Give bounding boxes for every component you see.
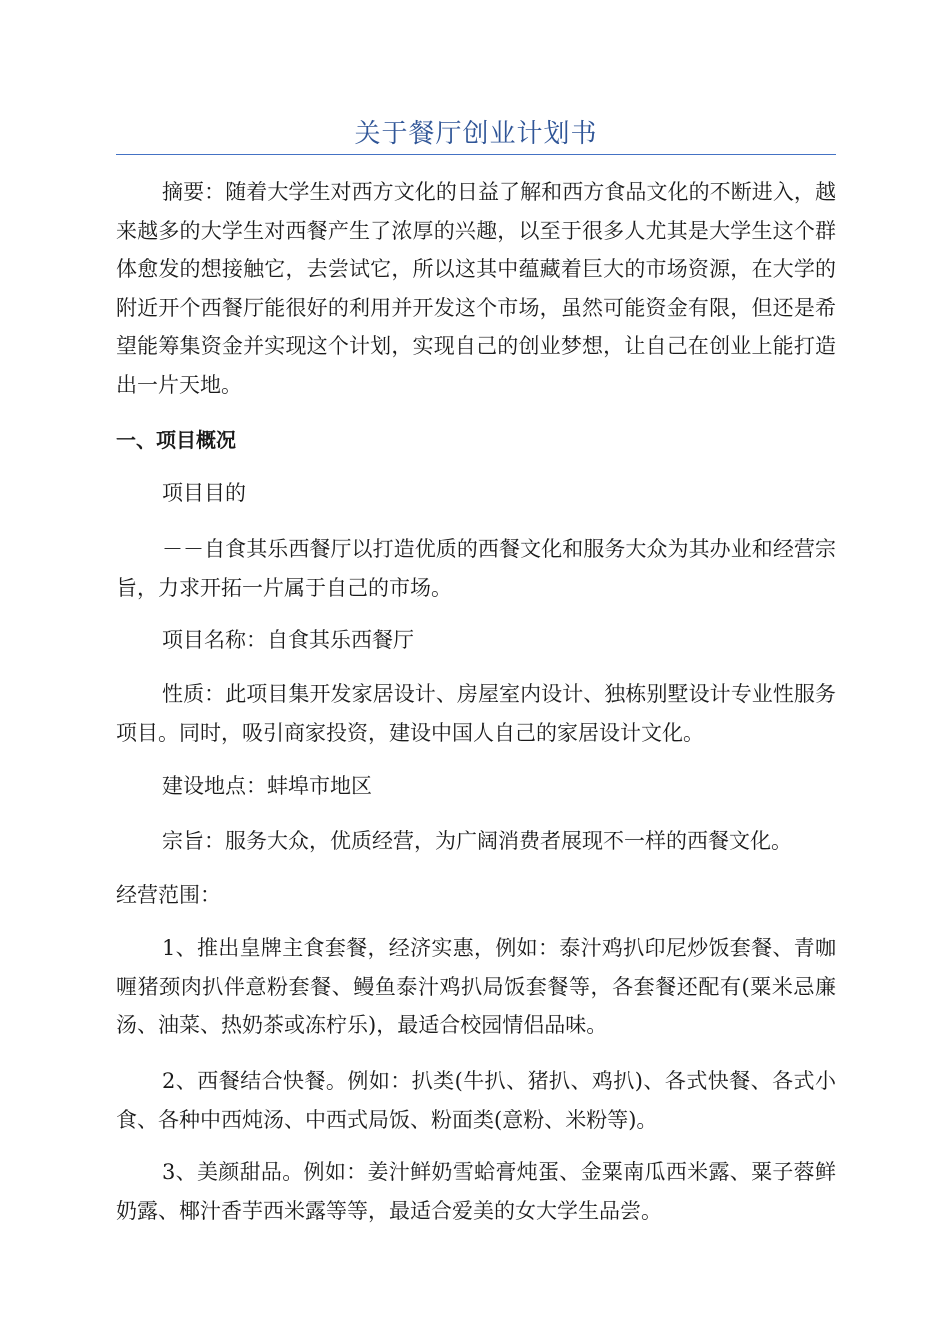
project-name: 项目名称：自食其乐西餐厅: [162, 628, 414, 652]
business-scope-label: 经营范围：: [116, 883, 221, 907]
project-nature: 性质：此项目集开发家居设计、房屋室内设计、独栋别墅设计专业性服务项目。同时，吸引商家投资，建设中国人自己的家居设计文化。: [116, 682, 836, 745]
project-location: 建设地点：蚌埠市地区: [162, 774, 372, 798]
project-purpose-text: －－自食其乐西餐厅以打造优质的西餐文化和服务大众为其办业和经营宗旨，力求开拓一片属于自己的市场。: [116, 537, 836, 600]
project-purpose-label: 项目目的: [162, 481, 246, 505]
scope-item-3: 3、美颜甜品。例如：姜汁鲜奶雪蛤膏炖蛋、金粟南瓜西米露、粟子蓉鲜奶露、椰汁香芋西米露等等，最适合爱美的女大学生品尝。: [116, 1160, 836, 1223]
scope-item-2: 2、西餐结合快餐。例如：扒类(牛扒、猪扒、鸡扒)、各式快餐、各式小食、各种中西炖汤、中西式局饭、粉面类(意粉、米粉等)。: [116, 1069, 836, 1132]
section-heading-project-overview: 一、项目概况: [116, 428, 236, 452]
scope-item-1: 1、推出皇牌主食套餐，经济实惠，例如：泰汁鸡扒印尼炒饭套餐、青咖喱猪颈肉扒伴意粉套餐、鳗鱼泰汁鸡扒局饭套餐等，各套餐还配有(粟米忌廉汤、油菜、热奶茶或冻柠乐)，最适合校园情侣品味。: [116, 936, 836, 1037]
title-underline: [116, 154, 836, 155]
abstract-paragraph: 摘要：随着大学生对西方文化的日益了解和西方食品文化的不断进入，越来越多的大学生对西餐产生了浓厚的兴趣，以至于很多人尤其是大学生这个群体愈发的想接触它，去尝试它，所以这其中蕴藏着巨大的市场资源，在大学的附近开个西餐厅能很好的利用并开发这个市场，虽然可能资金有限，但还是希望能筹集资金并实现这个计划，实现自己的创业梦想，让自己在创业上能打造出一片天地。: [116, 180, 836, 397]
project-tenet: 宗旨：服务大众，优质经营，为广阔消费者展现不一样的西餐文化。: [162, 829, 792, 853]
document-title: 关于餐厅创业计划书: [354, 119, 598, 149]
